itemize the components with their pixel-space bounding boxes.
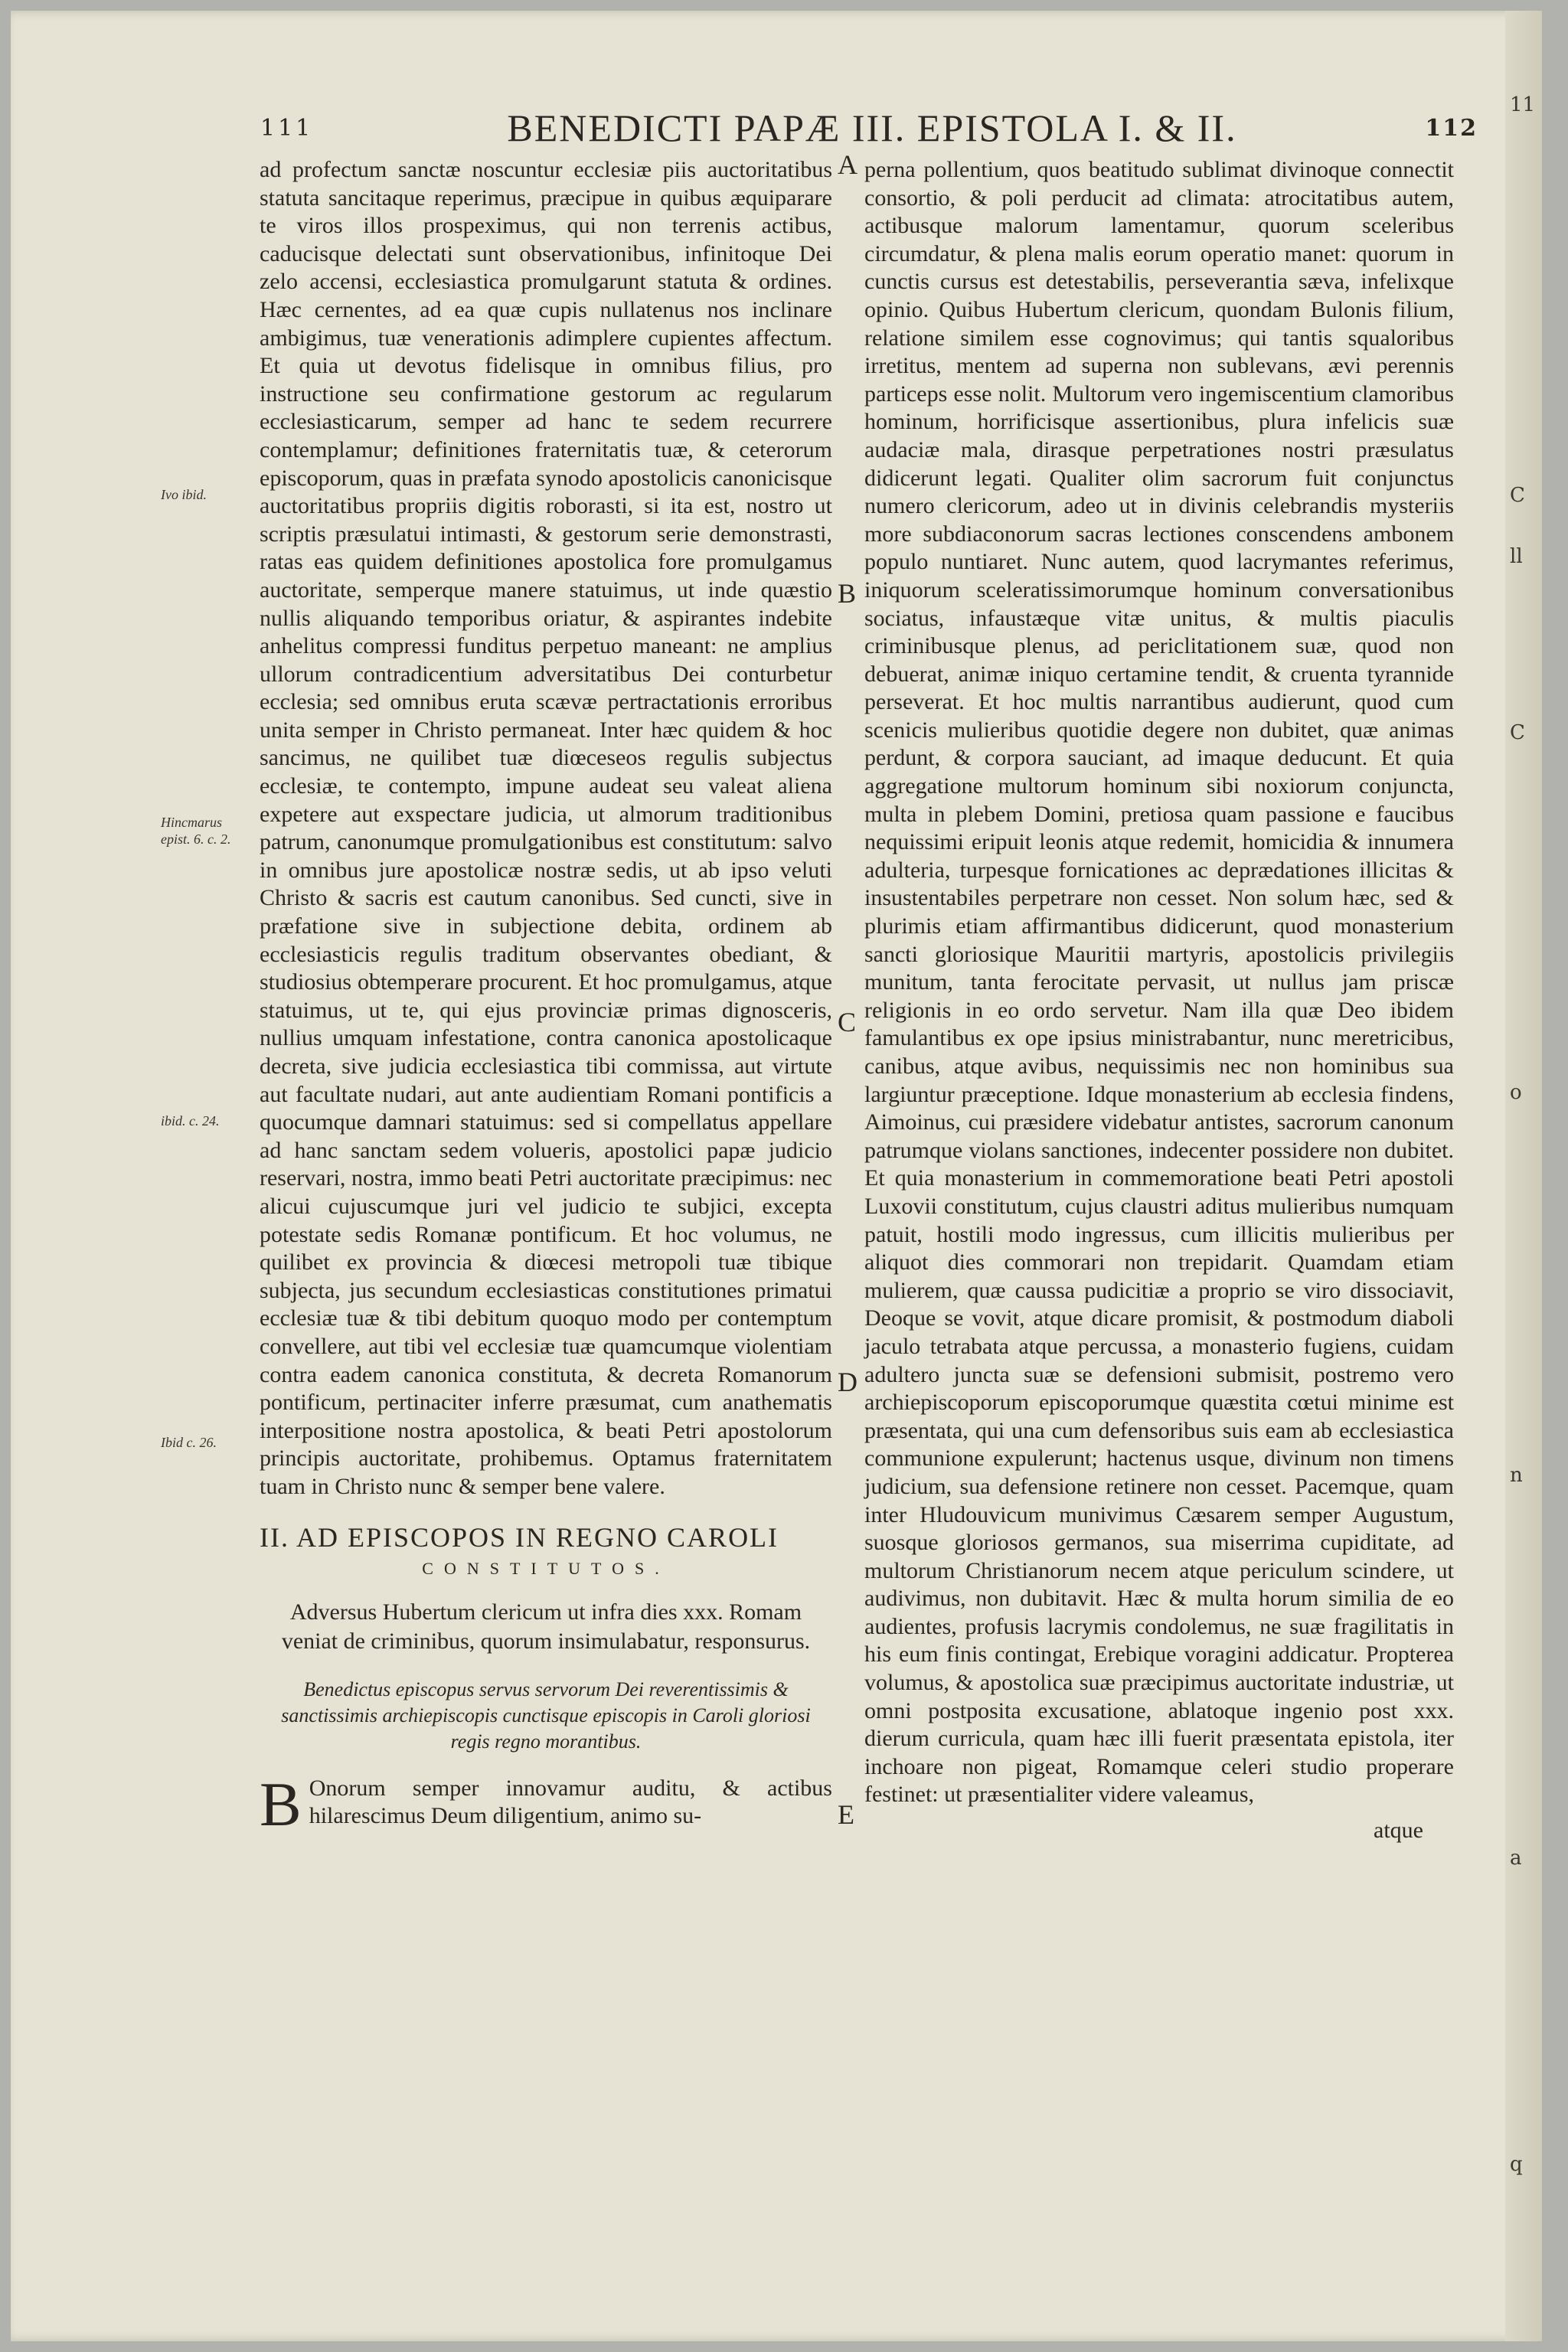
opening-text: Onorum semper innovamur auditu, & actibus hilarescimus Deum diligentium, animo su- — [309, 1775, 832, 1829]
opening-paragraph — [260, 1769, 832, 1839]
page-header — [256, 101, 1488, 155]
drop-cap: B — [260, 1769, 302, 1839]
margin-note: ibid. c. 24. — [161, 1113, 220, 1129]
catchword: atque — [1374, 1818, 1423, 1844]
margin-note: Ibid c. 26. — [161, 1435, 217, 1450]
adjacent-page-edge — [1505, 11, 1542, 2341]
page-number-left: 111 — [260, 115, 314, 142]
book-page — [11, 11, 1542, 2341]
section-letter: E — [838, 1799, 854, 1830]
page-title: BENEDICTI PAPÆ III. EPISTOLA I. & II. — [507, 106, 1237, 149]
section-heading: II. AD EPISCOPOS IN REGNO CAROLI — [260, 1521, 779, 1553]
margin-note: Ivo ibid. — [161, 487, 207, 502]
section-letter: C — [838, 1007, 857, 1037]
edge-fragment: n — [1510, 1464, 1523, 1487]
margin-notes — [161, 11, 253, 2308]
margin-note: Hincmarus epist. 6. c. 2. — [161, 815, 231, 847]
edge-fragment: C — [1510, 484, 1525, 507]
section-subheading: CONSTITUTOS. — [422, 1559, 670, 1579]
edge-fragment: o — [1510, 1081, 1522, 1104]
salutation: Benedictus episcopus servus servorum Dei reverentissimis & sanctissimis archiepiscopis cunctisque episcopis in Caroli gloriosi regis regno morantibus. — [281, 1678, 811, 1753]
letter-summary: Adversus Hubertum clericum ut infra dies xxx. Romam veniat de criminibus, quorum insimulabatur, responsurus. — [281, 1599, 811, 1654]
section-letter: D — [838, 1367, 858, 1397]
left-column — [260, 156, 832, 2346]
edge-fragment: 11 — [1510, 93, 1536, 116]
section-letter: B — [838, 578, 857, 609]
page-number-right: 112 — [1425, 115, 1478, 142]
body-paragraph: perna pollentium, quos beatitudo sublimat divinoque connectit consortio, & poli perducit ad climata: atrocitatibus autem, actibusque malorum lamentamur, quorum sceleribus circumdatur, & plena malis eorum operatio manet: quorum in cunctis cursus est detestabilis, perseverantia sæva, infelixque opinio. Quibus Hubertum clericum, quondam Bulonis filium, relatione similem esse cognovimus; qui tantis squaloribus irretitus, mentem ad superna non sublevans, ævi perennis particeps esse nolit. Multorum vero ingemiscentium clamoribus hominum, horrificisque assertionibus, plura infelicis suæ audaciæ mala, dirasque perpetrationes nostri præsulatus didicerunt legati. Qualiter olim sacrorum fuit conjunctus numero clericorum, adeo ut in divinis celebrandis mysteriis more subdiaconorum sacras lectiones conscendens ambonem populo nuntiaret. Nunc autem, quod lacrymantes referimus, iniquorum sceleratissimorumque hominum conversationibus sociatus, infaustæque vitæ unitus, & multis piaculis criminibusque plenus, ad periclitationem suæ, quod non debuerat, animæ iniquo certamine tendit, & cruenta tyrannide perseverat. Et hoc multis narrantibus audierunt, quod cum scenicis mulieribus quotidie degere non dubitet, quæ animas perdunt, & corpora sauciant, ad imaque deducunt. Et quia aggregatione multorum hominum sibi noxiorum conjuncta, multa in plebem Domini, pretiosa quam passione e faucibus nequissimi eripuit leonis atque redemit, homicidia & innumera adulteria, turpesque fornicationes ac deprædationes illicitas & insustentabiles perpetrare non cesset. Non solum hæc, sed & plurimis etiam affirmantibus didicerunt, quod monasterium sancti gloriosique Mauritii martyris, apostolicis privilegiis munitum, tanta ferocitate pervasit, ut nullus jam priscæ religionis in eo ordo servetur. Nam illa quæ Deo ibidem famulantibus ex ope ipsius ministrabantur, nunc meretricibus, canibus, atque avibus, nequissimis nec non hominibus sua largiuntur præceptione. Idque monasterium ab ecclesia findens, Aimoinus, cui præsidere videbatur antistes, sacrorum canonum patrumque violans sanctiones, indecenter possidere non dubitet. Et quia monasterium in commemoratione beati Petri apostoli Luxovii constitutum, cujus claustri aditus mulieribus numquam patuit, hostili modo ingressus, cum illicitis mulieribus per aliquot dies commorari non trepidarit. Quamdam etiam mulierem, quæ caussa pudicitiæ a proprio se viro dissociavit, Deoque se vovit, atque dicare promisit, & postmodum diaboli jaculo tetrabata atque percussa, a monasterio fugiens, cuidam adultero juncta suæ se defensioni submisit, postremo vero archiepiscoporum episcoporumque quæstita cœtui minime est præsentata, qui una cum defensoribus suis eam ab ecclesiastica communione expulerunt; hactenus usque, divinum non timens judicium, sua defensione retinere non cesset. Pacemque, quam inter Hludouvicum munivimus Cæsarem semper Augustum, suosque gloriosos germanos, sua miserrima cupiditate, ad multorum Christianorum necem atque periculum scindere, ut audivimus, non dubitavit. Hæc & multa horum similia de eo audientes, profusis lacrymis condolemus, ne suæ fragilitatis in his eum finis contingat, Erebique voragini addicatur. Propterea volumus, & apostolica suæ præcipimus auctoritate industriæ, ut omni postposita excusatione, ablatoque ingenio post xxx. dierum curricula, quam hæc illi fuerit præsentata epistola, iter inchoare non pigeat, Romamque celeri studio properare festinet: ut præsentialiter videre valeamus, — [864, 157, 1454, 1808]
edge-fragment: ll — [1510, 545, 1523, 568]
edge-fragment: q — [1510, 2153, 1523, 2176]
section-letter: A — [838, 149, 858, 180]
edge-fragment: C — [1510, 721, 1525, 744]
right-column — [864, 156, 1454, 2346]
section-letters — [838, 11, 861, 2308]
edge-fragment: a — [1510, 1847, 1522, 1870]
body-paragraph: ad profectum sanctæ noscuntur ecclesiæ piis auctoritatibus statuta sancitaque reperimus, præcipue in quibus æquiparare te viros illos prospeximus, qui non terrenis actibus, caducisque delectati sunt observationibus, infinitoque Dei zelo accensi, ecclesiastica promulgarunt statuta & ordines. Hæc cernentes, ad ea quæ cupis nullatenus nos inclinare ambigimus, tuæ venerationis adimplere cupientes affectum. Et quia ut devotus fidelisque in omnibus filius, pro instructione seu confirmatione gestorum ac regularum ecclesiasticarum, semper ad hanc te sedem recurrere contemplamur; definitiones fraternitatis tuæ, & ceterorum episcoporum, quas in præfata synodo apostolicis canonicisque auctoritatibus propriis digitis roborasti, si ita est, nostro ut scriptis præsulatui intimasti, & gestorum serie demonstrasti, ratas eas quidem definitiones apostolica fore promulgamus auctoritate, semperque manere statuimus, ut inde quæstio nullis aliquando temporibus oriatur, & aspirantes indebite anhelitus compressi funditus perpetuo maneant: ne amplius ullorum contradicentium adversitatibus Dei conturbetur ecclesia; sed omnibus eruta scævæ pertractationis erroribus unita semper in Christo permaneat. Inter hæc quidem & hoc sancimus, ne quilibet tuæ diœceseos regulis subjectus ecclesiæ, te contempto, impune audeat seu valeat aliena expetere aut exspectare judicia, ut almorum traditionibus patrum, canonumque promulgationibus est constitutum: salvo in omnibus jure apostolicæ nostræ sedis, ut ab ipso veluti Christo & sacris est cautum canonibus. Sed cuncti, sive in præfatione sive in subjectione debita, ordinem ab ecclesiasticis regulis traditum observantes obediant, & studiosius obtemperare procurent. Et hoc promulgamus, atque statuimus, ut te, qui ejus provinciæ primas dignosceris, nullius umquam infestatione, contra canonica apostolicaque decreta, sive judicia ecclesiastica tibi commissa, aut virtute aut facultate nudari, aut ante audientiam Romani pontificis a quocumque damnari statuimus: sed si compellatus appellare ad hanc sanctam sedem volueris, apostolici papæ judicio reservari, nostra, immo beati Petri auctoritate præcipimus: nec alicui cujuscumque juri vel judicio te subjici, excepta potestate sedis Romanæ pontificum. Et hoc volumus, ne quilibet ex provincia & diœcesi metropoli tuæ tibique subjecta, jus secundum ecclesiasticas constitutiones primatui ecclesiæ tuæ & tibi debitum quoquo modo per contemptum convellere, aut tibi vel ecclesiæ tuæ quamcumque violentiam contra eadem canonica constituta, & decreta Romanorum pontificum, pertinaciter inferre præsumat, cum anathematis interpositione nostra apostolica, & beati Petri apostolorum principis auctoritate, prohibemus. Optamus fraternitatem tuam in Christo nunc & semper bene valere. — [260, 157, 832, 1499]
